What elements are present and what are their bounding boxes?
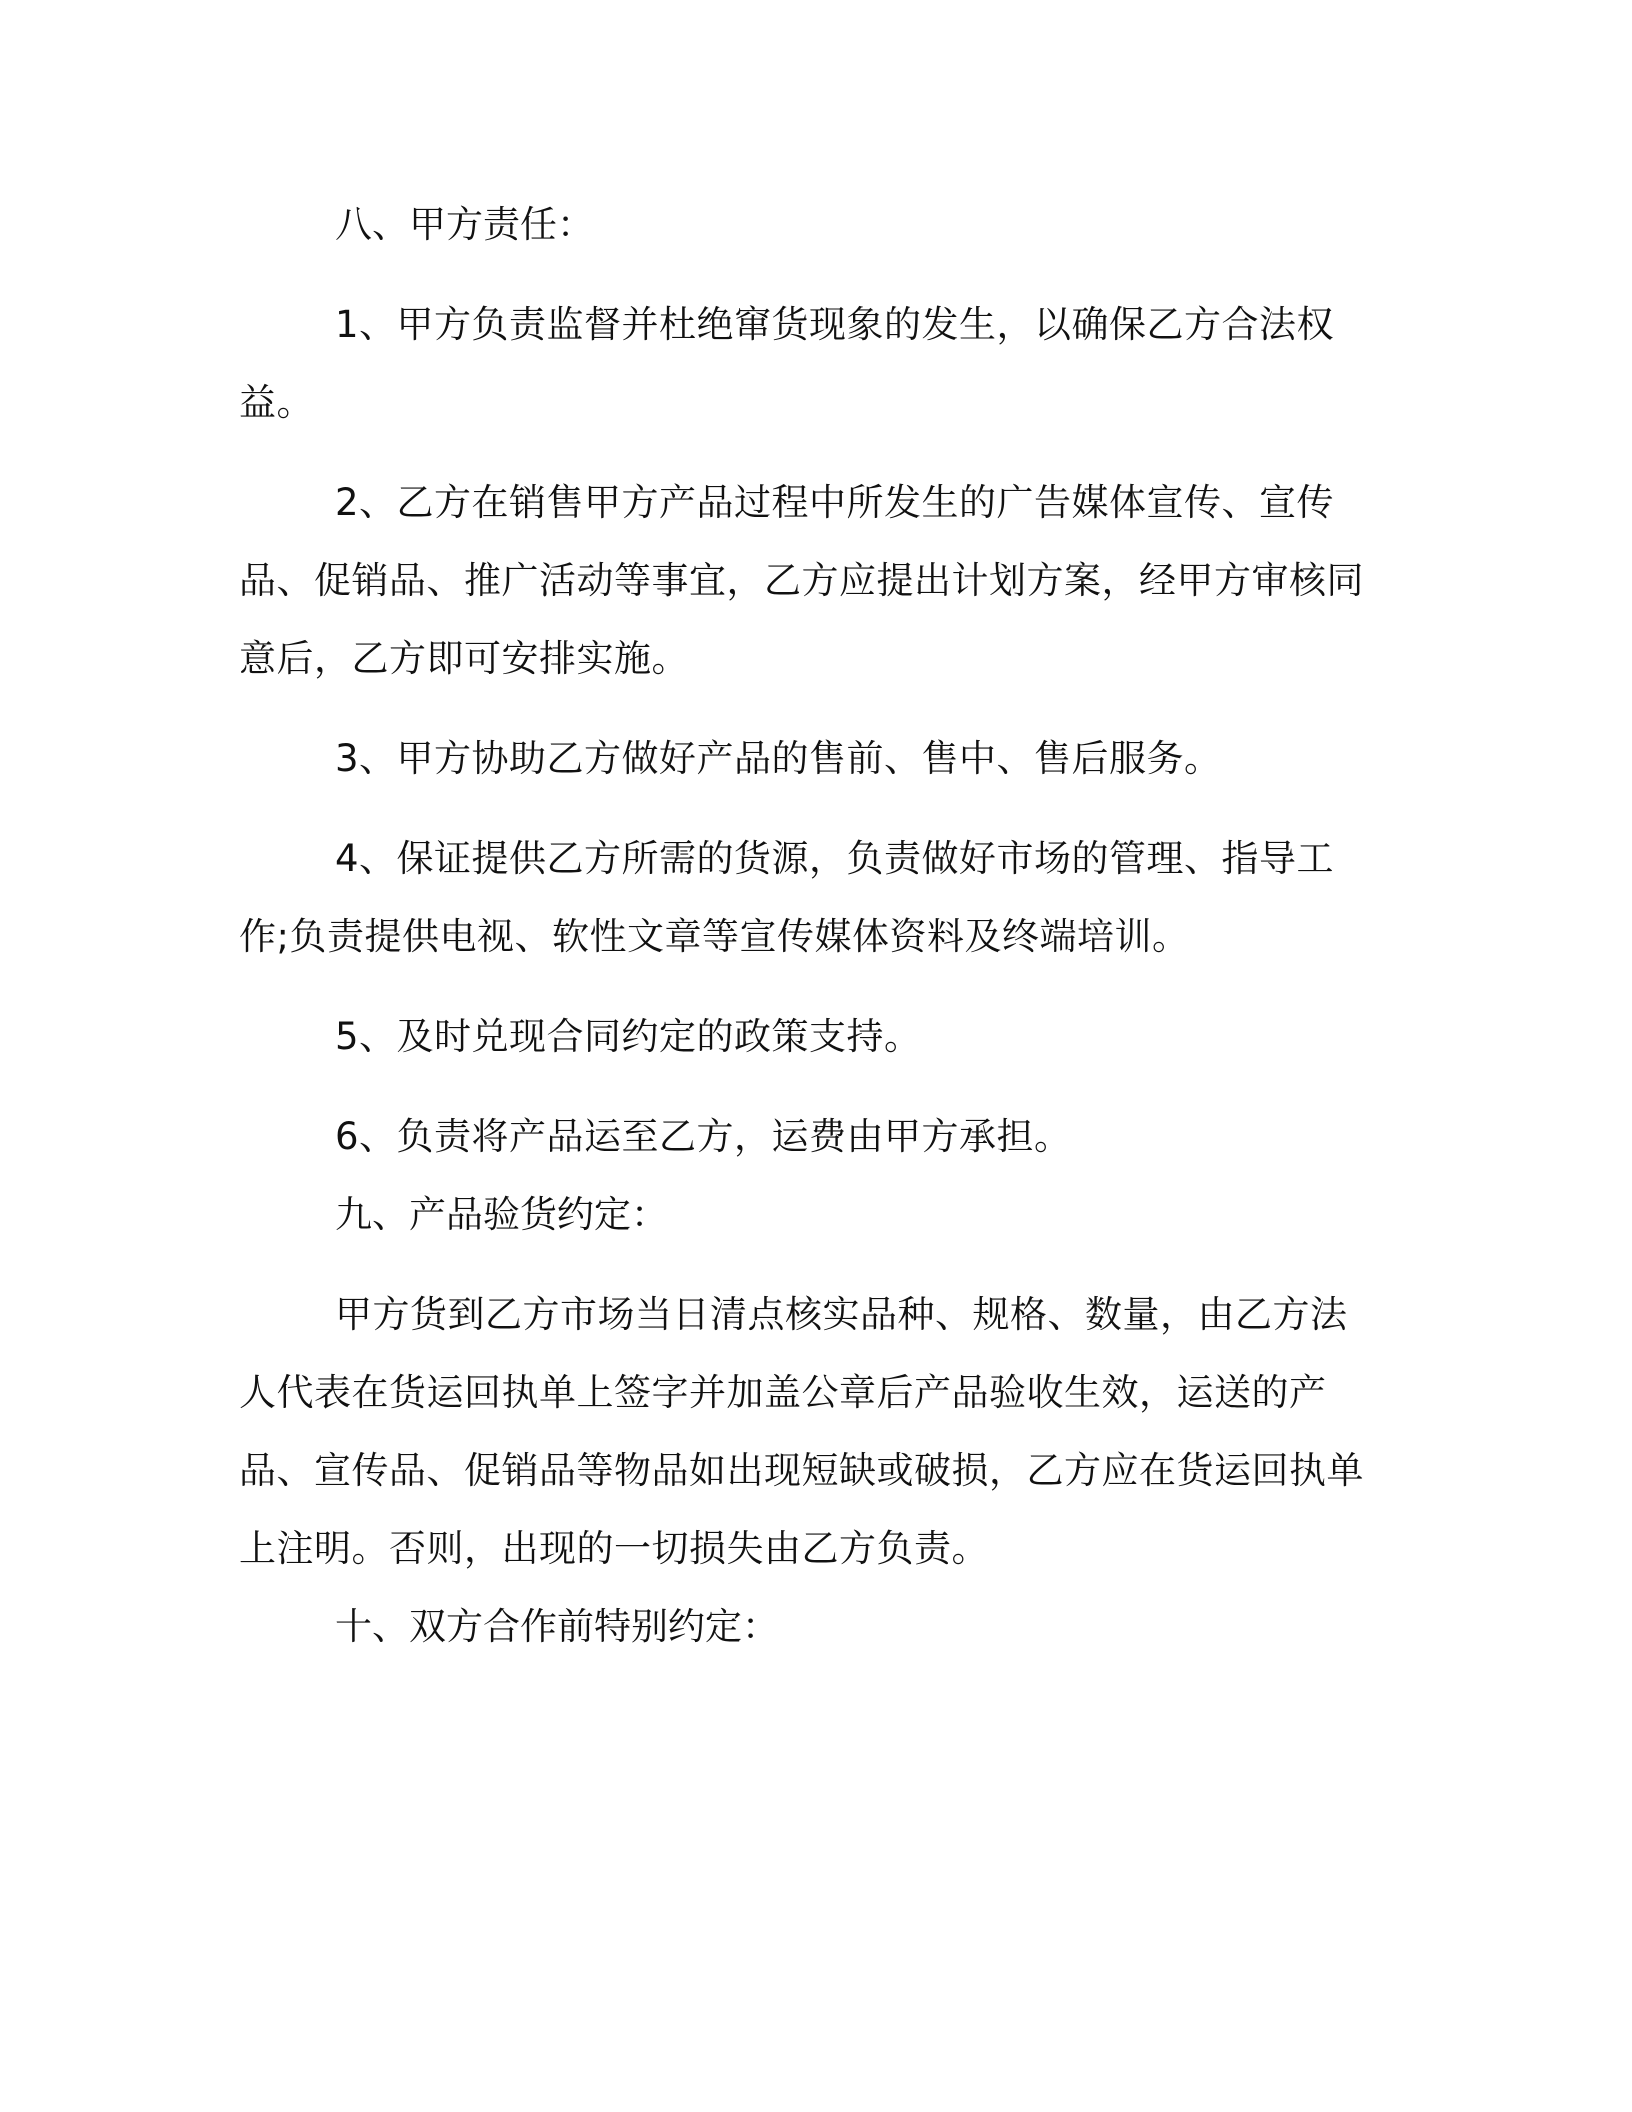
- section-9-heading: 九、产品验货约定：: [335, 1193, 668, 1236]
- section-8-item-3: 3、甲方协助乙方做好产品的售前、售中、售后服务。: [335, 737, 1222, 780]
- section-9-body: 甲方货到乙方市场当日清点核实品种、规格、数量，由乙方法人代表在货运回执单上签字并加盖公章后产品验收生效，运送的产品、宣传品、促销品等物品如出现短缺或破损，乙方应在货运回执单上注明。否则，出现的一切损失由乙方负责。: [239, 1293, 1364, 1570]
- section-8-item-6: 6、负责将产品运至乙方，运费由甲方承担。: [335, 1115, 1072, 1158]
- section-8-heading: 八、甲方责任：: [335, 203, 594, 246]
- section-8-item-5: 5、及时兑现合同约定的政策支持。: [335, 1015, 922, 1058]
- section-8-item-4: 4、保证提供乙方所需的货源，负责做好市场的管理、指导工作;负责提供电视、软性文章等宣传媒体资料及终端培训。: [239, 837, 1335, 958]
- section-8-item-1: 1、甲方负责监督并杜绝窜货现象的发生，以确保乙方合法权益。: [239, 303, 1335, 424]
- section-10-heading: 十、双方合作前特别约定：: [335, 1605, 779, 1648]
- section-8-item-2: 2、乙方在销售甲方产品过程中所发生的广告媒体宣传、宣传品、促销品、推广活动等事宜，乙方应提出计划方案，经甲方审核同意后，乙方即可安排实施。: [239, 481, 1364, 680]
- document-body: [239, 186, 1384, 1666]
